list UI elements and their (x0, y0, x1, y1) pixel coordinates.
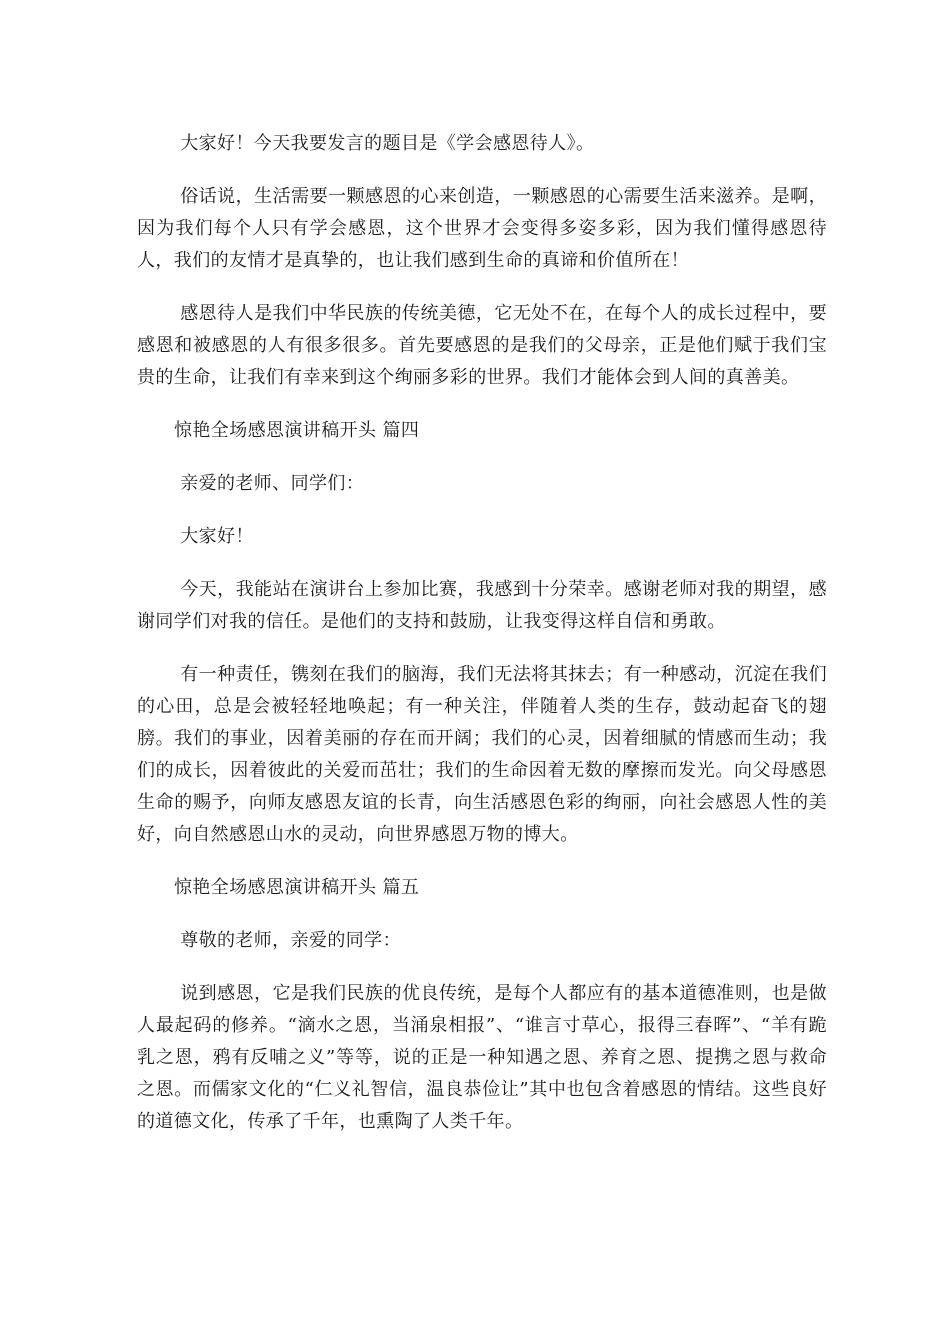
section-heading-5: 惊艳全场感恩演讲稿开头 篇五 (174, 877, 420, 898)
document-body (137, 128, 827, 1159)
section-heading-4: 惊艳全场感恩演讲稿开头 篇四 (174, 420, 420, 441)
paragraph-salutation-4: 亲爱的老师、同学们： (180, 473, 365, 494)
paragraph-honor: 今天，我能站在演讲台上参加比赛，我感到十分荣幸。感谢老师对我的期望，感谢同学们对我的信任。是他们的支持和鼓励，让我变得这样自信和勇敢。 (137, 579, 827, 632)
paragraph-gratitude-tradition: 说到感恩，它是我们民族的优良传统，是每个人都应有的基本道德准则，也是做人最起码的修养。“滴水之恩，当涌泉相报”、“谁言寸草心，报得三春晖”、“羊有跪乳之恩，鸦有反哺之义”等等，说的正是一种知遇之恩、养育之恩、提携之恩与救命之恩。而儒家文化的“仁义礼智信，温良恭俭让”其中也包含着感恩的情结。这些良好的道德文化，传承了千年，也熏陶了人类千年。 (137, 983, 827, 1132)
paragraph-hello-4: 大家好！ (180, 526, 254, 547)
paragraph-tradition: 感恩待人是我们中华民族的传统美德，它无处不在，在每个人的成长过程中，要感恩和被感恩的人有很多很多。首先要感恩的是我们的父母亲，正是他们赋于我们宝贵的生命，让我们有幸来到这个绚丽多彩的世界。我们才能体会到人间的真善美。 (137, 303, 827, 388)
paragraph-salutation-5: 尊敬的老师，亲爱的同学： (180, 930, 401, 951)
paragraph-proverb: 俗话说，生活需要一颗感恩的心来创造，一颗感恩的心需要生活来滋养。是啊，因为我们每个人只有学会感恩，这个世界才会变得多姿多彩，因为我们懂得感恩待人，我们的友情才是真挚的，也让我们感到生命的真谛和价值所在！ (137, 186, 827, 271)
paragraph-greeting: 大家好！今天我要发言的题目是《学会感恩待人》。 (180, 133, 595, 154)
paragraph-responsibility: 有一种责任，镌刻在我们的脑海，我们无法将其抹去；有一种感动，沉淀在我们的心田，总是会被轻轻地唤起；有一种关注，伴随着人类的生存，鼓动起奋飞的翅膀。我们的事业，因着美丽的存在而开阔；我们的心灵，因着细腻的情感而生动；我们的成长，因着彼此的关爱而茁壮；我们的生命因着无数的摩擦而发光。向父母感恩生命的赐予，向师友感恩友谊的长青，向生活感恩色彩的绚丽，向社会感恩人性的美好，向自然感恩山水的灵动，向世界感恩万物的博大。 (137, 664, 827, 845)
